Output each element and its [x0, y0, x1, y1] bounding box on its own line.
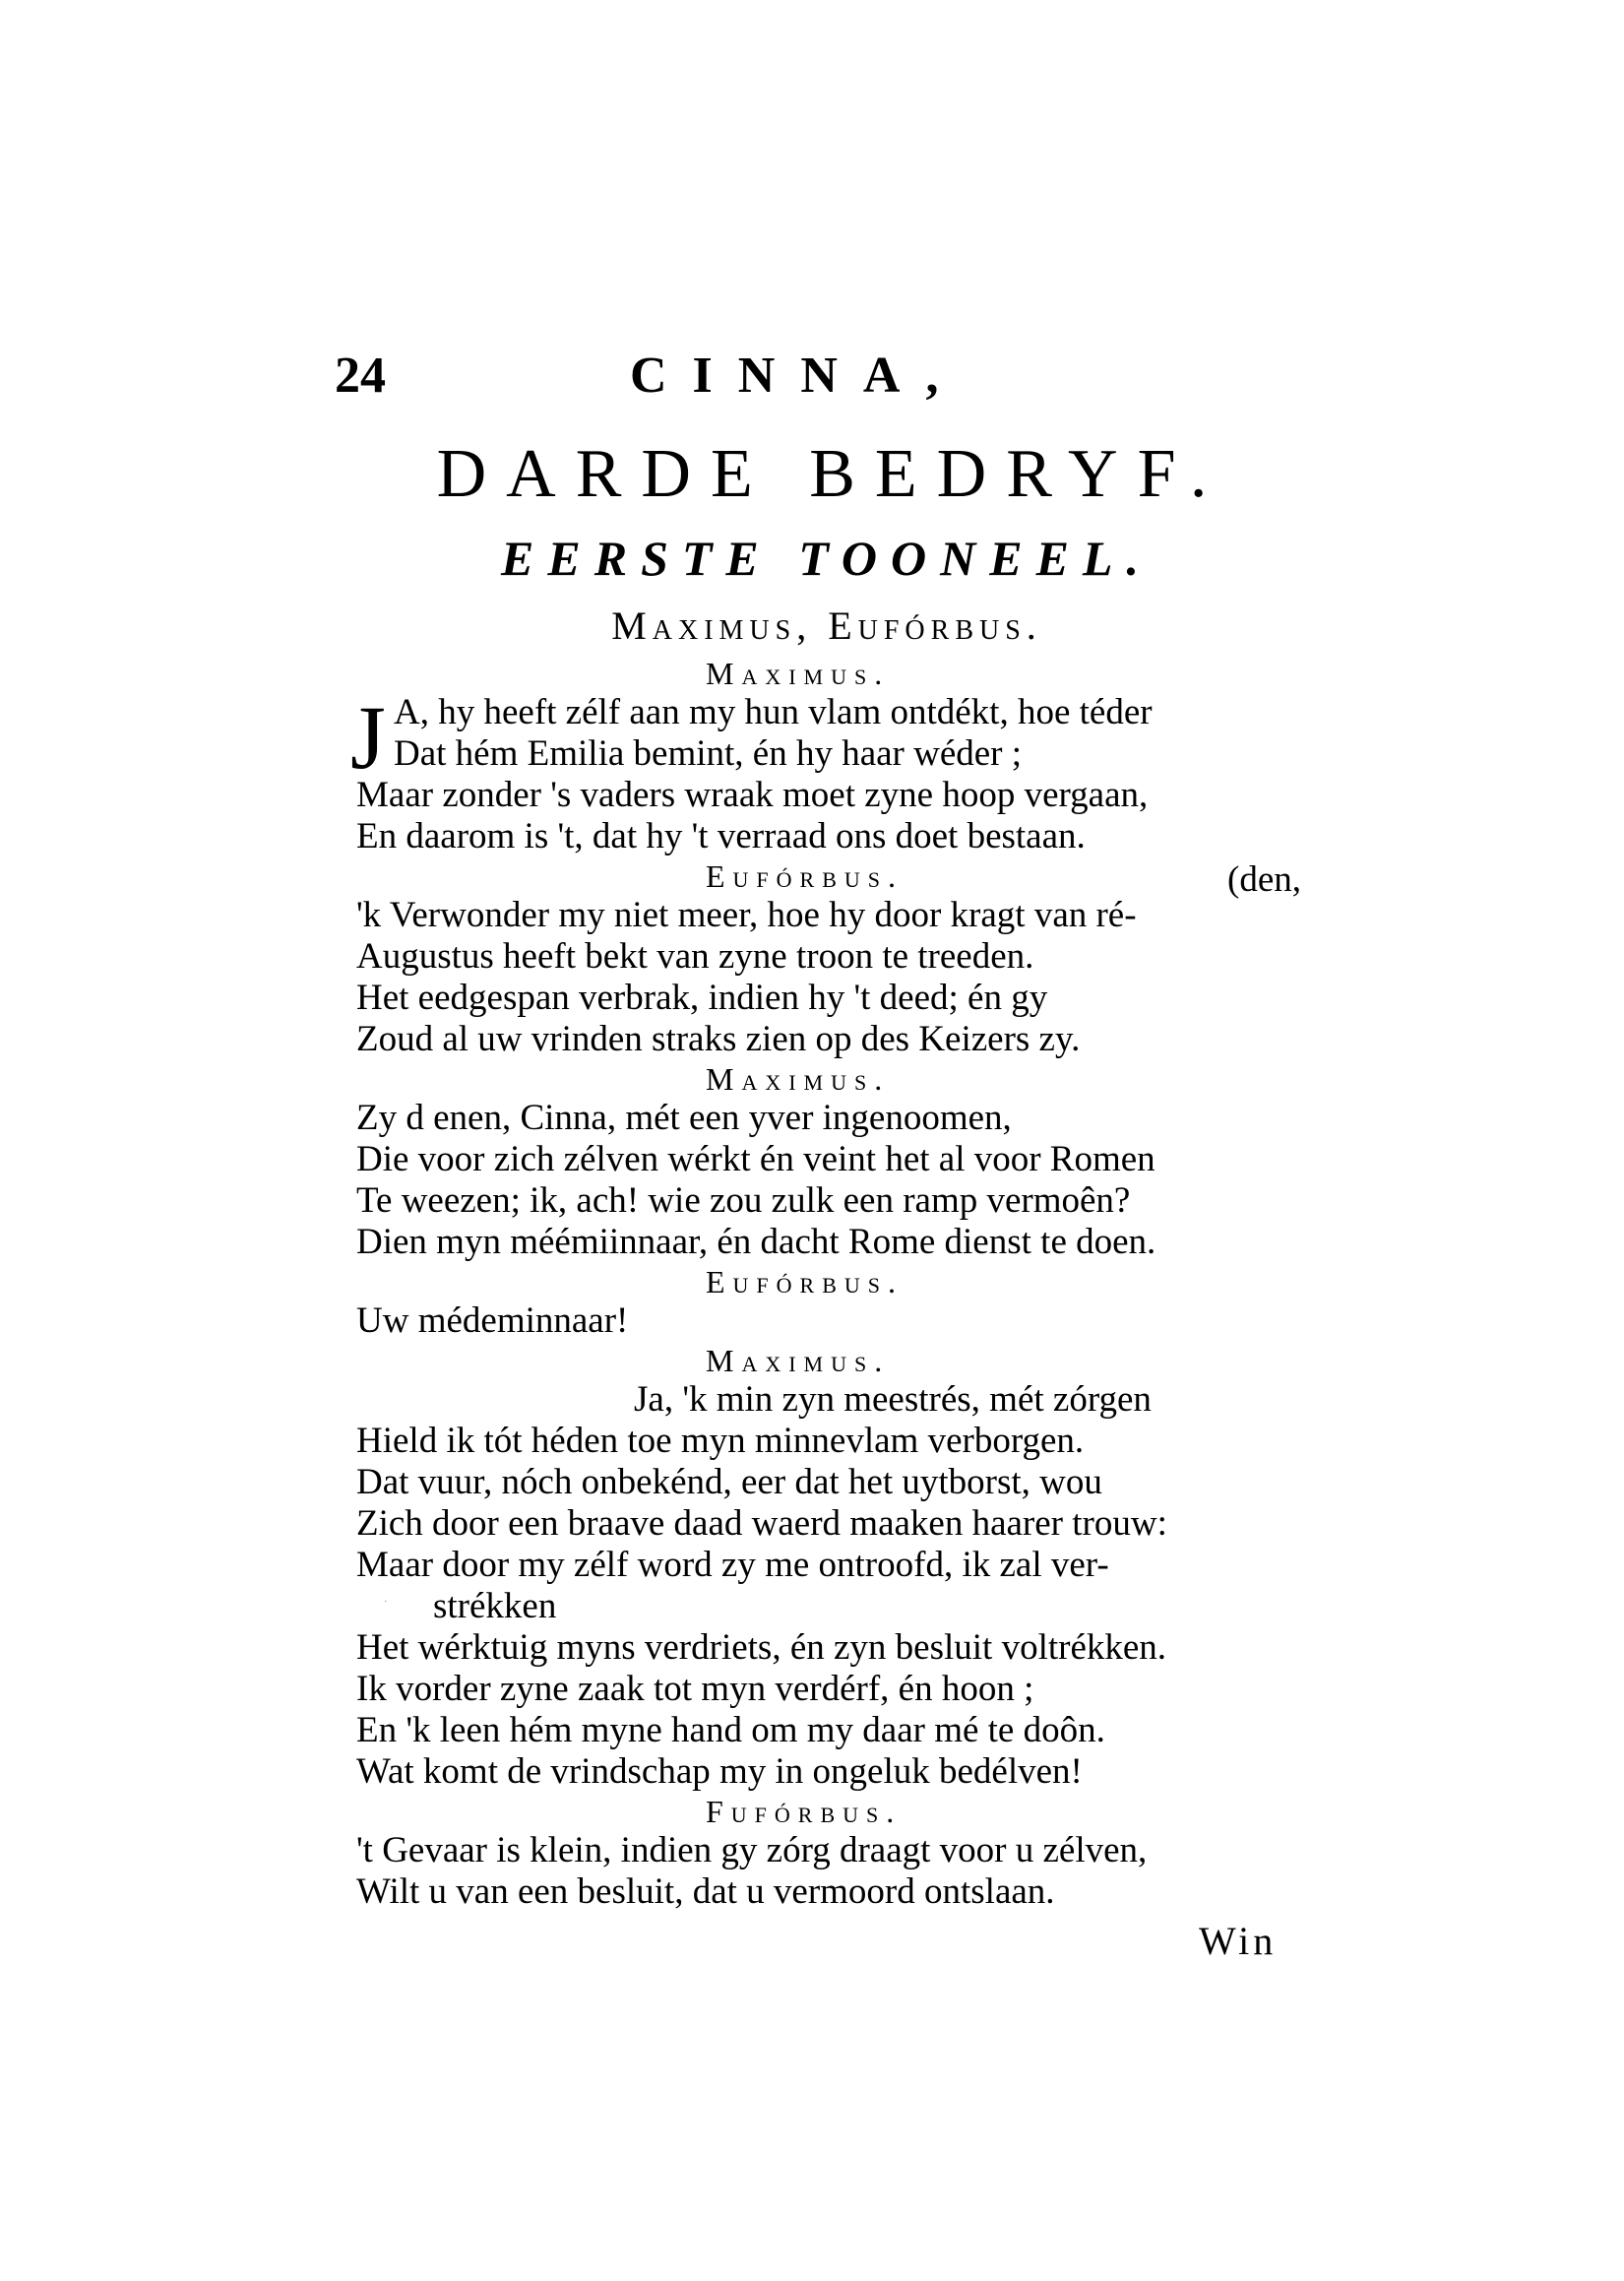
act-title: DARDE BEDRYF.: [436, 436, 1227, 512]
speaker-name: Maximus.: [706, 656, 891, 691]
speaker-heading: [356, 1263, 1301, 1300]
verse-line: strékken: [433, 1586, 557, 1626]
verse-line: 't Gevaar is klein, indien gy zórg draagt voor u zélven,: [356, 1830, 1148, 1870]
speaker-heading: [356, 1060, 1301, 1098]
verse-line: Dat hém Emilia bemint, én hy haar wéder ;: [394, 733, 1023, 774]
speaker-name: Eufórbus.: [706, 1264, 905, 1299]
verse-line: Die voor zich zélven wérkt én veint het al voor Romen: [356, 1139, 1156, 1179]
page-number: 24: [335, 348, 386, 404]
speaker-name: Eufórbus.: [706, 858, 905, 894]
verse-line: Wilt u van een besluit, dat u vermoord ontslaan.: [356, 1871, 1055, 1912]
drop-cap: J: [350, 687, 386, 788]
verse-text: A, hy heeft zélf aan my hun vlam ontdékt, hoe téder: [394, 692, 1153, 732]
speaker-name: Fufórbus.: [706, 1794, 903, 1829]
verse-line: Maar door my zélf word zy me ontroofd, ik zal ver-: [356, 1545, 1109, 1585]
verse-line: Augustus heeft bekt van zyne troon te treeden.: [356, 936, 1034, 977]
running-header: [0, 347, 1624, 425]
verse-line: Dat vuur, nóch onbekénd, eer dat het uytborst, wou: [356, 1462, 1102, 1502]
speaker-name: Maximus.: [706, 1061, 891, 1097]
verse-line: Zich door een braave daad waerd maaken haarer trouw:: [356, 1503, 1167, 1544]
speaker-heading: [356, 857, 1301, 900]
verse-line: En 'k leen hém myne hand om my daar mé te doôn.: [356, 1710, 1105, 1750]
verse-line: Het wérktuig myns verdriets, én zyn besluit voltrékken.: [356, 1627, 1167, 1668]
verse-line: Ik vorder zyne zaak tot myn verdérf, én hoon ;: [356, 1669, 1034, 1709]
speaker-heading: [356, 1342, 1301, 1379]
verse-line: Zy d enen, Cinna, mét een yver ingenoomen,: [356, 1098, 1012, 1138]
paper-speck: ·: [384, 1597, 388, 1608]
speaker-name: Maximus.: [706, 1343, 891, 1378]
catchword: Win: [1199, 1919, 1278, 1963]
verse-line: Zoud al uw vrinden straks zien op des Keizers zy.: [356, 1019, 1081, 1059]
verse-line: Te weezen; ik, ach! wie zou zulk een ramp vermoên?: [356, 1180, 1131, 1221]
line-turnover: (den,: [1227, 859, 1301, 900]
verse-line: Wat komt de vrindschap my in ongeluk bedélven!: [356, 1751, 1083, 1792]
verse-line: En daarom is 't, dat hy 't verraad ons doet bestaan.: [356, 816, 1086, 856]
scene-title: EERSTE TOONEEL.: [501, 531, 1153, 586]
speaker-heading: [356, 1793, 1301, 1830]
speaker-heading: [356, 655, 1301, 692]
verse-line: Hield ik tót héden toe myn minnevlam verborgen.: [356, 1421, 1085, 1461]
running-title: CINNA,: [630, 348, 965, 404]
verse-line: Ja, 'k min zyn meestrés, mét zórgen: [634, 1379, 1152, 1420]
play-text: [350, 655, 1301, 1913]
verse-line: Uw médeminnaar!: [356, 1300, 629, 1341]
character-list: Maximus, Eufórbus.: [611, 603, 1042, 648]
verse-line: Maar zonder 's vaders wraak moet zyne hoop vergaan,: [356, 775, 1149, 815]
verse-line: 'k Verwonder my niet meer, hoe hy door kragt van ré-: [356, 895, 1137, 935]
verse-line: Dien myn méémiinnaar, én dacht Rome dienst te doen.: [356, 1222, 1156, 1262]
verse-line: Het eedgespan verbrak, indien hy 't deed; én gy: [356, 978, 1048, 1018]
